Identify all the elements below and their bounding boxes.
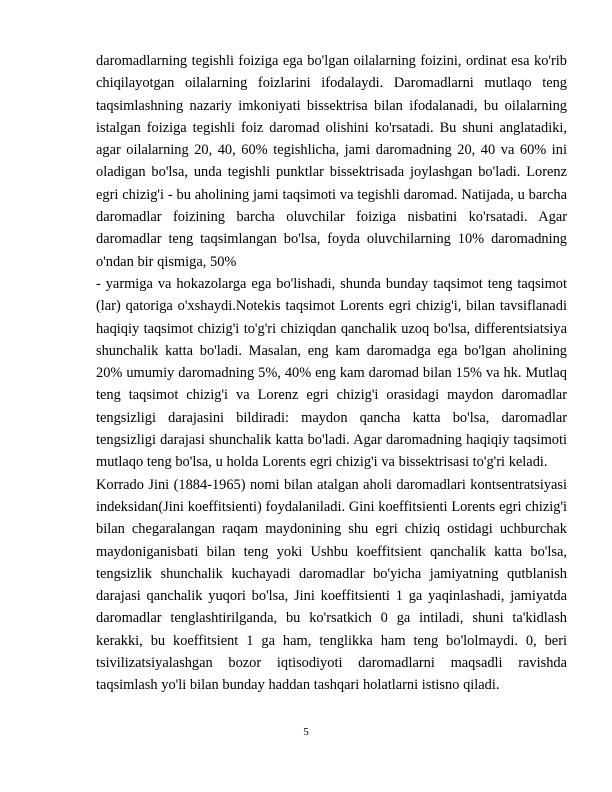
paragraph-lorenz-curve: daromadlarning tegishli foiziga ega bo'lgan oilalarning foizini, ordinat esa ko'rib chiqilayotgan oilalarning foizlarini ifodalaydi. Daromadlarni mutlaqo teng taqsimlashning nazariy imkoniyati bissektrisa bilan ifodalanadi, bu oilalarning istalgan foiziga tegishli foiz daromad olishini ko'rsatadi. Bu shuni anglatadiki, agar oilalarning 20, 40, 60% tegishlicha, jami daromadning 20, 40 va 60% ini oladigan bo'lsa, unda tegishli punktlar bissektrisada joylashgan bo'ladi. Lorenz egri chizig'i - bu aholining jami taqsimoti va tegishli daromad. Natijada, u barcha daromadlar foizining barcha oluvchilar foiziga nisbatini ko'rsatadi. Agar daromadlar teng taqsimlangan bo'lsa, foyda oluvchilarning 10% daromadning o'ndan bir qismiga, 50% (96, 53, 567, 270)
paragraph-gini-coefficient: Korrado Jini (1884-1965) nomi bilan atalgan aholi daromadlari kontsentratsiyasi indeksidan(Jini koeffitsienti) foydalaniladi. Gini koeffitsienti Lorents egri chizig'i bilan chegaralangan raqam maydonining shu egri chiziq ostidagi uchburchak maydoniganisbati bilan teng yoki Ushbu koeffitsient qanchalik katta bo'lsa, tengsizlik shunchalik kuchayadi daromadlar bo'yicha jamiyatning qutblanish darajasi qanchalik yuqori bo'lsa, Jini koeffitsienti 1 ga yaqinlashadi, jamiyatda daromadlar tenglashtirilganda, bu ko'rsatkich 0 ga intiladi, shuni ta'kidlash kerakki, bu koeffitsient 1 ga ham, tenglikka ham teng bo'lolmaydi. 0, beri tsivilizatsiyalashgan bozor iqtisodiyoti daromadlarni maqsadli ravishda taqsimlash yo'li bilan bunday haddan tashqari holatlarni istisno qiladi. (96, 476, 567, 694)
paragraph-uneven-distribution: - yarmiga va hokazolarga ega bo'lishadi, shunda bunday taqsimot teng taqsimot (lar) qatoriga o'xshaydi.Notekis taqsimot Lorents egri chizig'i, bilan tavsiflanadi haqiqiy taqsimot chizig'i to'g'ri chiziqdan qanchalik uzoq bo'lsa, differentsiatsiya shunchalik katta bo'ladi. Masalan, eng kam daromadga ega bo'lgan aholining 20% umumiy daromadning 5%, 40% eng kam daromad bilan 15% va hk. Mutlaq teng taqsimot chizig'i va Lorenz egri chizig'i orasidagi maydon daromadlar tengsizligi darajasini bildiradi: maydon qancha katta bo'lsa, daromadlar tengsizligi darajasi shunchalik katta bo'ladi. Agar daromadning haqiqiy taqsimoti mutlaqo teng bo'lsa, u holda Lorents egri chizig'i va bissektrisasi to'g'ri keladi. (96, 275, 567, 471)
document-text-body (96, 50, 567, 697)
page-number: 5 (303, 726, 309, 738)
